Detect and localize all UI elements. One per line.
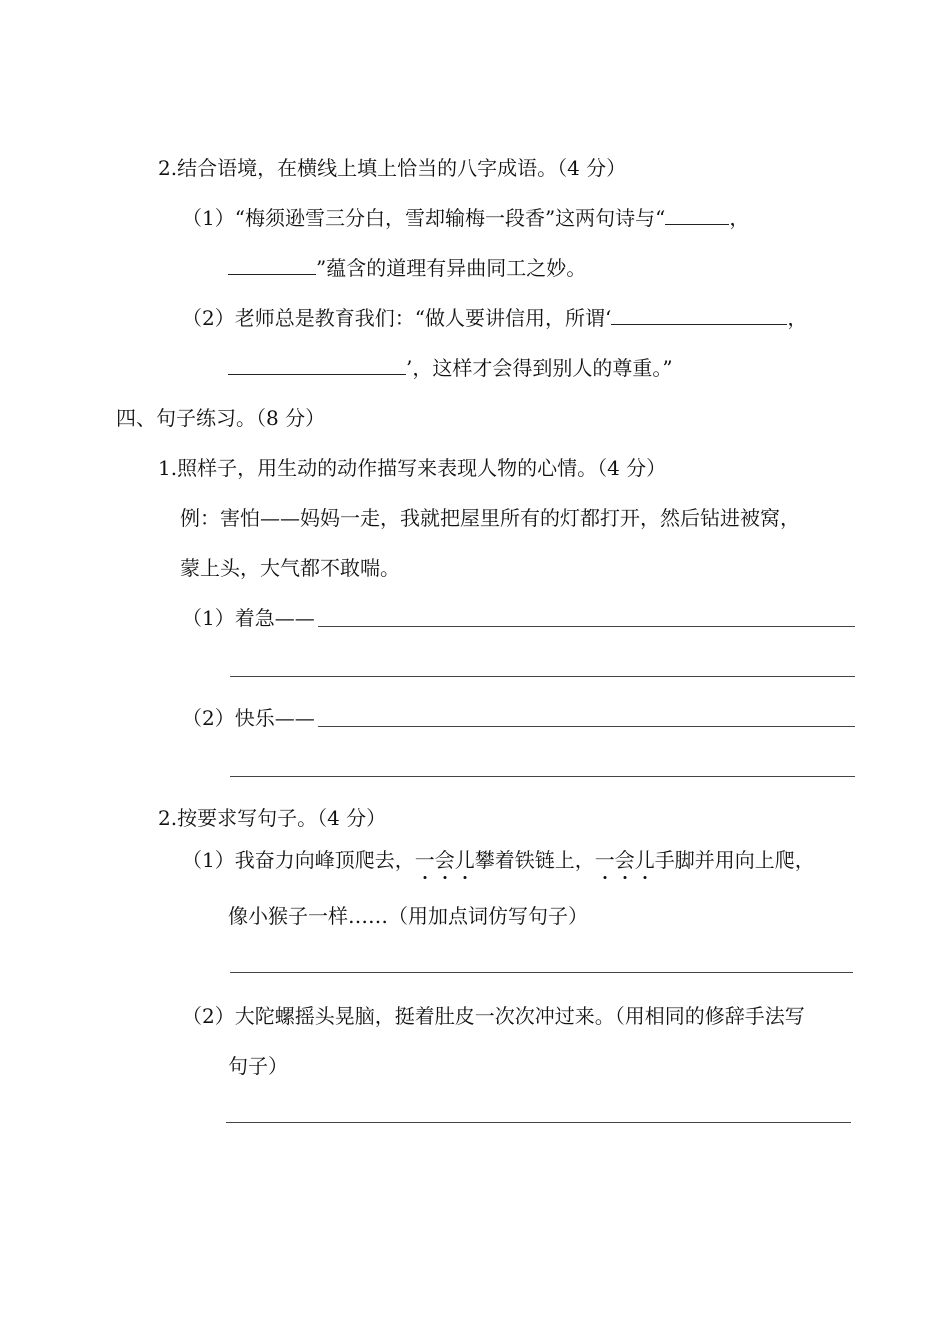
item-number: （2） bbox=[182, 306, 235, 330]
dotted-word bbox=[415, 848, 475, 872]
item-text: 我奋力向峰顶爬去， bbox=[234, 848, 415, 872]
dotted-word bbox=[595, 848, 655, 872]
comma: ， bbox=[729, 206, 750, 230]
item-text: 攀着铁链上， bbox=[474, 848, 595, 872]
answer-line[interactable] bbox=[318, 726, 855, 727]
item-text: 大陀螺摇头晃脑，挺着肚皮一次次冲过来。（用相同的修辞手法写 bbox=[234, 1004, 805, 1028]
item-text: 老师总是教育我们：“做人要讲信用，所谓‘ bbox=[234, 306, 612, 330]
emphasis-char: 会 bbox=[614, 848, 635, 872]
item-number: （2） bbox=[182, 1004, 235, 1028]
question-2-item-1-line-2 bbox=[228, 254, 586, 282]
item-anxious-label: （1）着急—— bbox=[182, 606, 315, 630]
section-4-question-2-title: 2.按要求写句子。（4 分） bbox=[158, 806, 387, 830]
item-text: ”蕴含的道理有异曲同工之妙。 bbox=[316, 256, 587, 280]
question-2-item-2-line-1 bbox=[182, 304, 807, 332]
section-4-title: 四、句子练习。（8 分） bbox=[116, 406, 326, 430]
comma: ， bbox=[787, 306, 808, 330]
answer-line[interactable] bbox=[230, 972, 853, 973]
rewrite-item-2-line-2: 句子） bbox=[228, 1054, 288, 1078]
answer-blank[interactable] bbox=[228, 254, 316, 275]
emphasis-char: 一 bbox=[594, 848, 615, 872]
item-text: ’，这样才会得到别人的尊重。” bbox=[406, 356, 673, 380]
item-number: （1） bbox=[182, 848, 235, 872]
item-text: 手脚并用向上爬， bbox=[654, 848, 815, 872]
emphasis-char: 会 bbox=[434, 848, 455, 872]
answer-blank[interactable] bbox=[665, 204, 729, 225]
question-2-item-2-line-2 bbox=[228, 354, 673, 382]
emphasis-char: 儿 bbox=[454, 848, 475, 872]
example-line-1: 例：害怕——妈妈一走，我就把屋里所有的灯都打开，然后钻进被窝， bbox=[180, 506, 800, 530]
rewrite-item-1-line-2: 像小猴子一样……（用加点词仿写句子） bbox=[228, 904, 588, 928]
item-text: “梅须逊雪三分白，雪却输梅一段香”这两句诗与“ bbox=[234, 206, 666, 230]
answer-blank[interactable] bbox=[611, 304, 787, 325]
rewrite-item-1-line-1 bbox=[182, 846, 815, 874]
answer-line[interactable] bbox=[230, 776, 855, 777]
item-number: （1） bbox=[182, 206, 235, 230]
answer-line[interactable] bbox=[230, 676, 855, 677]
answer-line[interactable] bbox=[226, 1122, 851, 1123]
emphasis-char: 一 bbox=[414, 848, 435, 872]
question-2-item-1-line-1 bbox=[182, 204, 749, 232]
emphasis-char: 儿 bbox=[634, 848, 655, 872]
rewrite-item-2-line-1 bbox=[182, 1002, 805, 1030]
section-4-question-1-title: 1.照样子，用生动的动作描写来表现人物的心情。（4 分） bbox=[158, 456, 667, 480]
example-line-2: 蒙上头，大气都不敢喘。 bbox=[180, 556, 400, 580]
answer-blank[interactable] bbox=[228, 354, 406, 375]
item-happy-label: （2）快乐—— bbox=[182, 706, 315, 730]
answer-line[interactable] bbox=[318, 626, 855, 627]
question-2-title: 2.结合语境，在横线上填上恰当的八字成语。（4 分） bbox=[158, 156, 627, 180]
